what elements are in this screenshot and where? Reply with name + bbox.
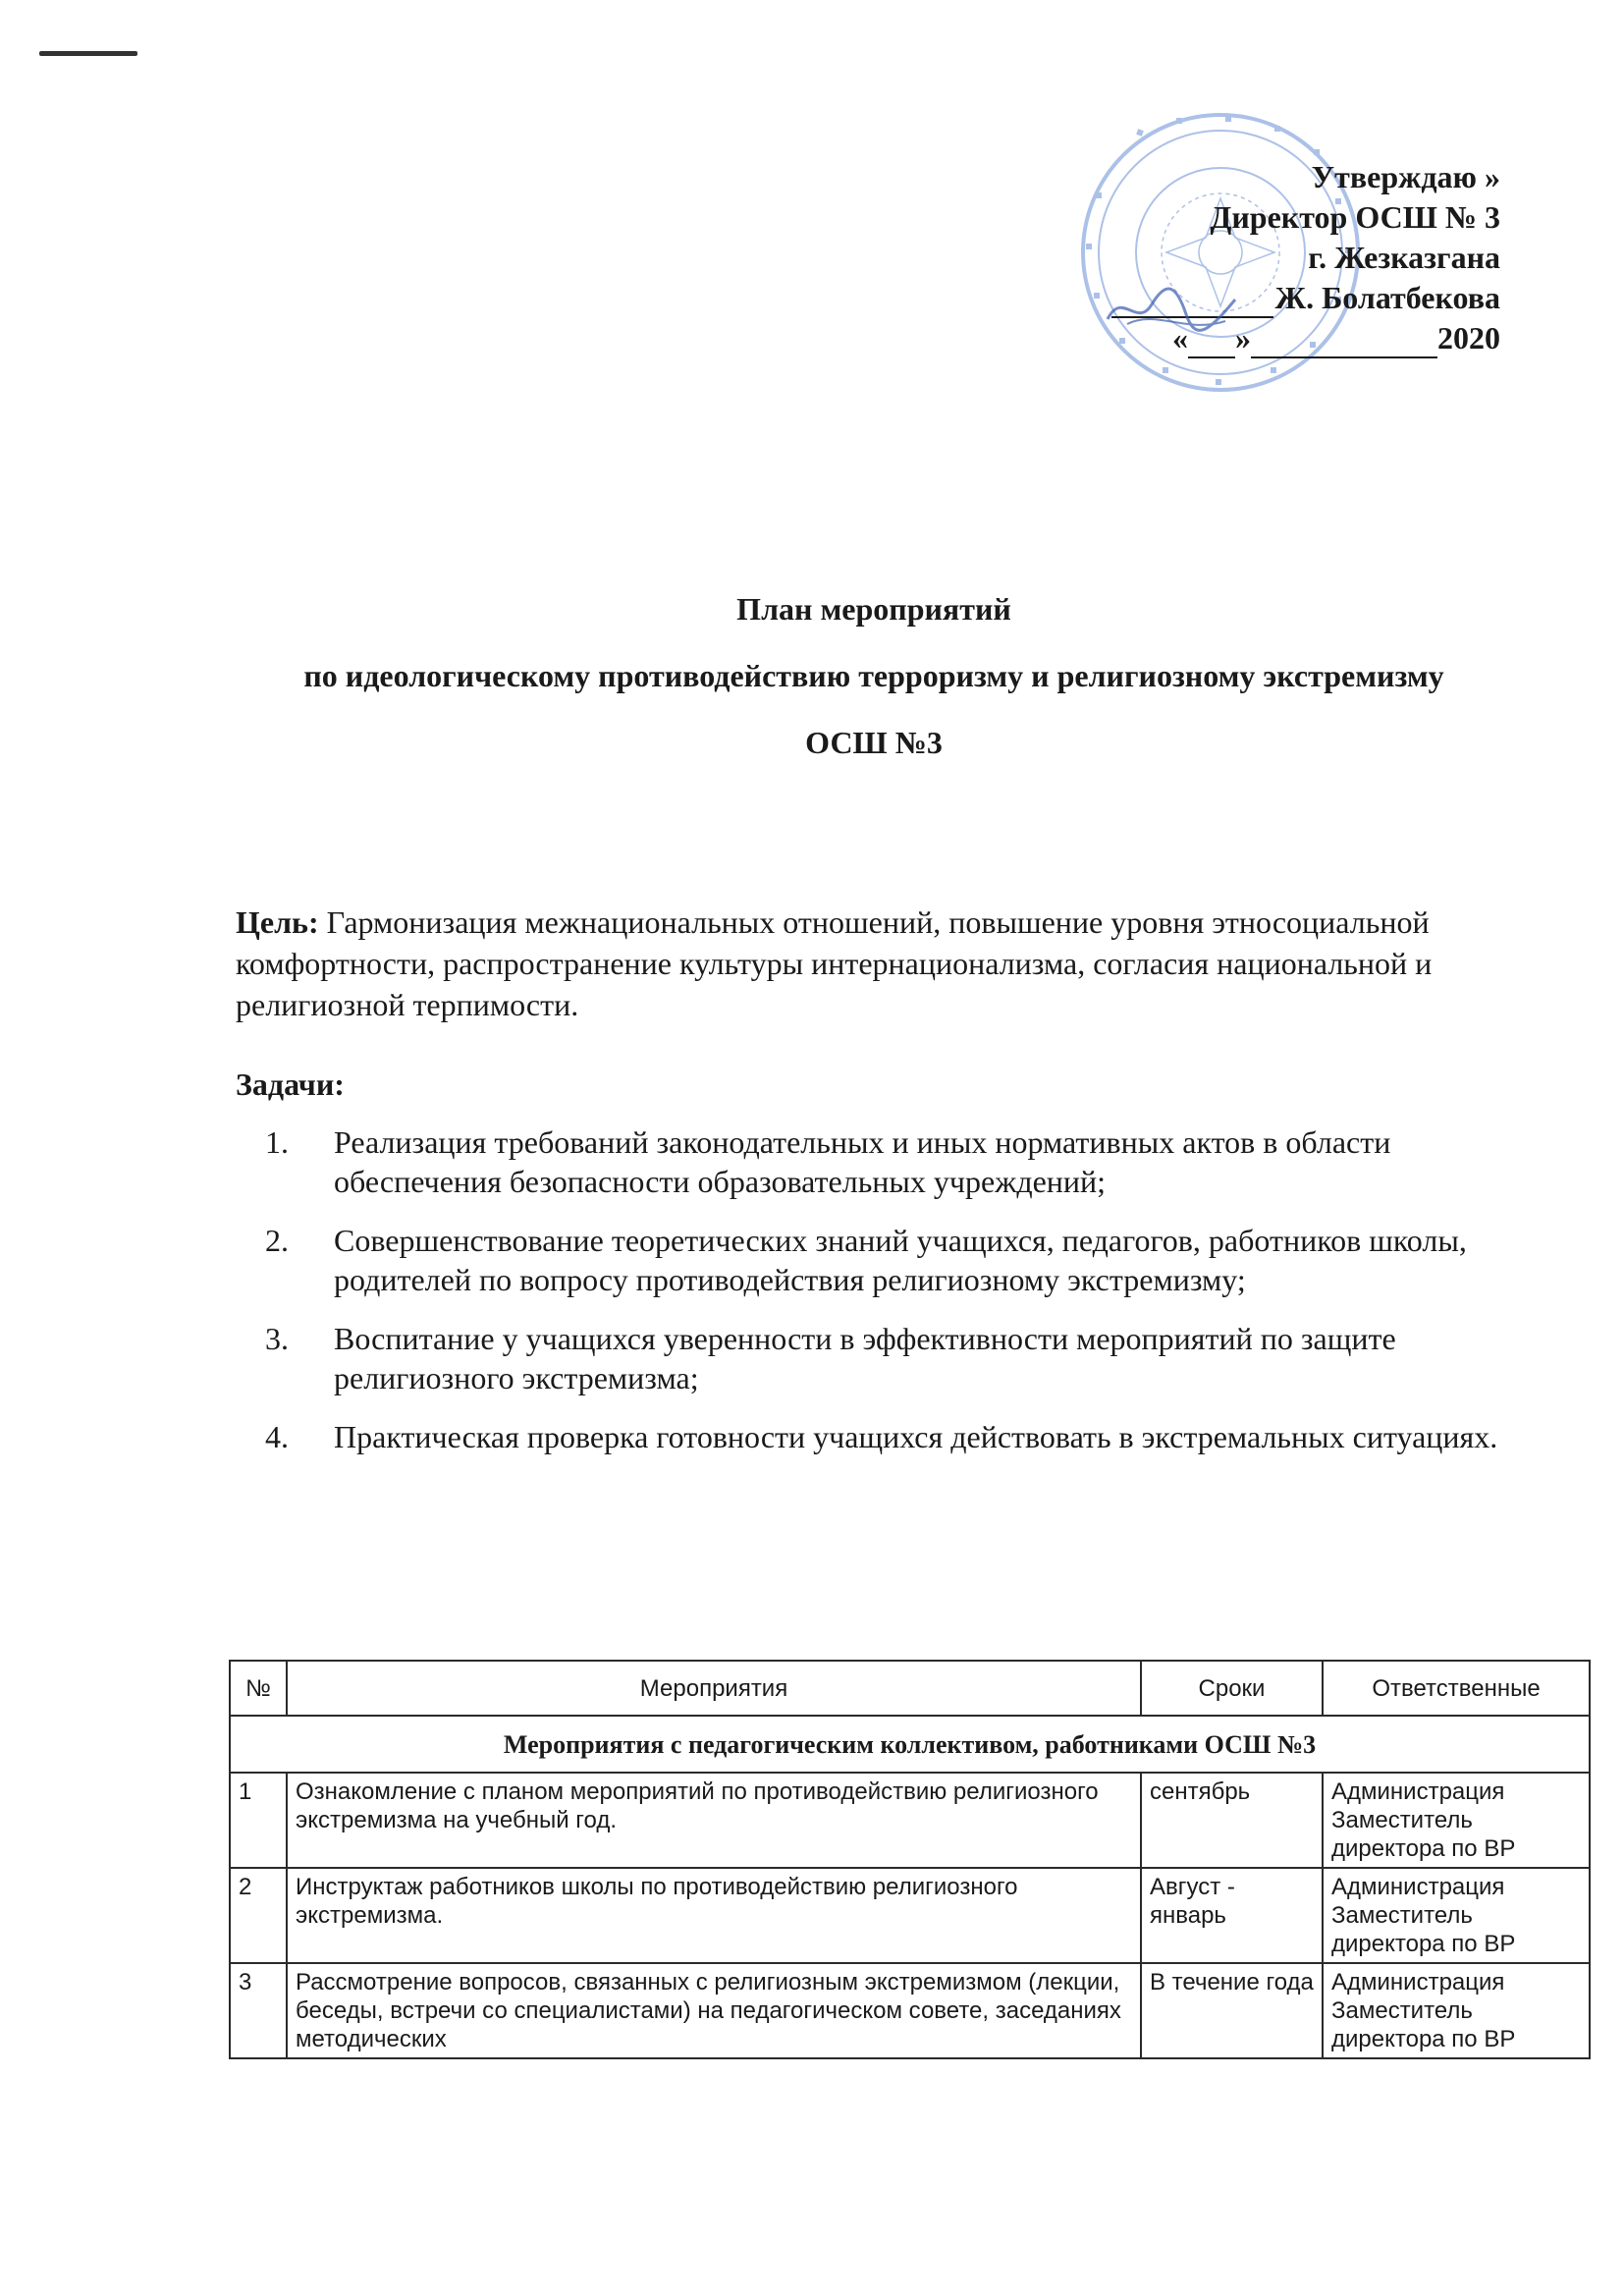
- approval-title: Утверждаю »: [1311, 159, 1500, 194]
- date-month-blank: [1251, 356, 1437, 358]
- task-item: [265, 1417, 1512, 1456]
- responsible-line: Заместитель: [1331, 1997, 1473, 2024]
- document-title: [236, 589, 1512, 762]
- row-event: Инструктаж работников школы по противодействию религиозного экстремизма.: [287, 1868, 1141, 1963]
- tasks-list: [265, 1122, 1512, 1476]
- row-number: 3: [230, 1963, 287, 2058]
- table-row: [230, 1773, 1590, 1868]
- responsible-line: директора по ВР: [1331, 1931, 1516, 1957]
- task-number: 1.: [265, 1124, 289, 1160]
- row-term: В течение года: [1141, 1963, 1323, 2058]
- task-text: Воспитание у учащихся уверенности в эффективности мероприятий по защите религиозного экстремизма;: [334, 1321, 1396, 1395]
- row-term: сентябрь: [1141, 1773, 1323, 1868]
- header-responsible: Ответственные: [1323, 1661, 1590, 1716]
- responsible-line: Заместитель: [1331, 1902, 1473, 1929]
- section-title: Мероприятия с педагогическим коллективом, работниками ОСШ №3: [230, 1716, 1590, 1773]
- date-open-quote: «: [1172, 320, 1188, 355]
- header-events: Мероприятия: [287, 1661, 1141, 1716]
- row-number: 2: [230, 1868, 287, 1963]
- row-event: Рассмотрение вопросов, связанных с религиозным экстремизмом (лекции, беседы, встречи со специалистами) на педагогическом совете, заседаниях методических: [287, 1963, 1141, 2058]
- responsible-line: директора по ВР: [1331, 1835, 1516, 1862]
- task-text: Совершенствование теоретических знаний учащихся, педагогов, работников школы, родителей по вопросу противодействия религиозному экстремизму;: [334, 1223, 1467, 1297]
- title-line-1: План мероприятий: [736, 591, 1011, 627]
- row-responsible: [1323, 1868, 1590, 1963]
- table-row: [230, 1963, 1590, 2058]
- row-number: 1: [230, 1773, 287, 1868]
- approval-position: Директор ОСШ № 3: [1210, 199, 1500, 235]
- task-number: 3.: [265, 1321, 289, 1356]
- responsible-line: Администрация: [1331, 1874, 1505, 1900]
- task-number: 4.: [265, 1419, 289, 1454]
- row-event: Ознакомление с планом мероприятий по противодействию религиозного экстремизма на учебный год.: [287, 1773, 1141, 1868]
- title-line-2: по идеологическому противодействию терроризму и религиозному экстремизму: [303, 658, 1444, 693]
- header-number: №: [230, 1661, 287, 1716]
- task-item: [265, 1122, 1512, 1201]
- title-line-3: ОСШ №3: [805, 725, 943, 760]
- table-section-row: [230, 1716, 1590, 1773]
- task-item: [265, 1319, 1512, 1397]
- row-responsible: [1323, 1773, 1590, 1868]
- row-term: Август - январь: [1141, 1868, 1323, 1963]
- approval-name: Ж. Болатбекова: [1274, 280, 1500, 315]
- scan-edge-mark: [39, 51, 137, 56]
- responsible-line: директора по ВР: [1331, 2026, 1516, 2052]
- responsible-line: Заместитель: [1331, 1807, 1473, 1833]
- table-header-row: [230, 1661, 1590, 1716]
- approval-city: г. Жезказгана: [1308, 240, 1500, 275]
- goal-label: Цель:: [236, 904, 319, 940]
- goal-text: Гармонизация межнациональных отношений, повышение уровня этносоциальной комфортности, распространение культуры интернационализма, согласия национальной и религиозной терпимости.: [236, 904, 1433, 1022]
- task-text: Практическая проверка готовности учащихся действовать в экстремальных ситуациях.: [334, 1419, 1498, 1454]
- tasks-heading: Задачи:: [236, 1066, 345, 1102]
- table-row: [230, 1868, 1590, 1963]
- responsible-line: Администрация: [1331, 1969, 1505, 1995]
- date-close-quote: »: [1235, 320, 1251, 355]
- approval-year: 2020: [1437, 320, 1500, 355]
- task-item: [265, 1221, 1512, 1299]
- row-responsible: [1323, 1963, 1590, 2058]
- task-number: 2.: [265, 1223, 289, 1258]
- header-terms: Сроки: [1141, 1661, 1323, 1716]
- goal-paragraph: [236, 902, 1512, 1025]
- events-table: [229, 1660, 1591, 2059]
- responsible-line: Администрация: [1331, 1778, 1505, 1805]
- date-day-blank: [1188, 356, 1235, 358]
- task-text: Реализация требований законодательных и иных нормативных актов в области обеспечения безопасности образовательных учреждений;: [334, 1124, 1391, 1199]
- director-signature: [1098, 280, 1245, 339]
